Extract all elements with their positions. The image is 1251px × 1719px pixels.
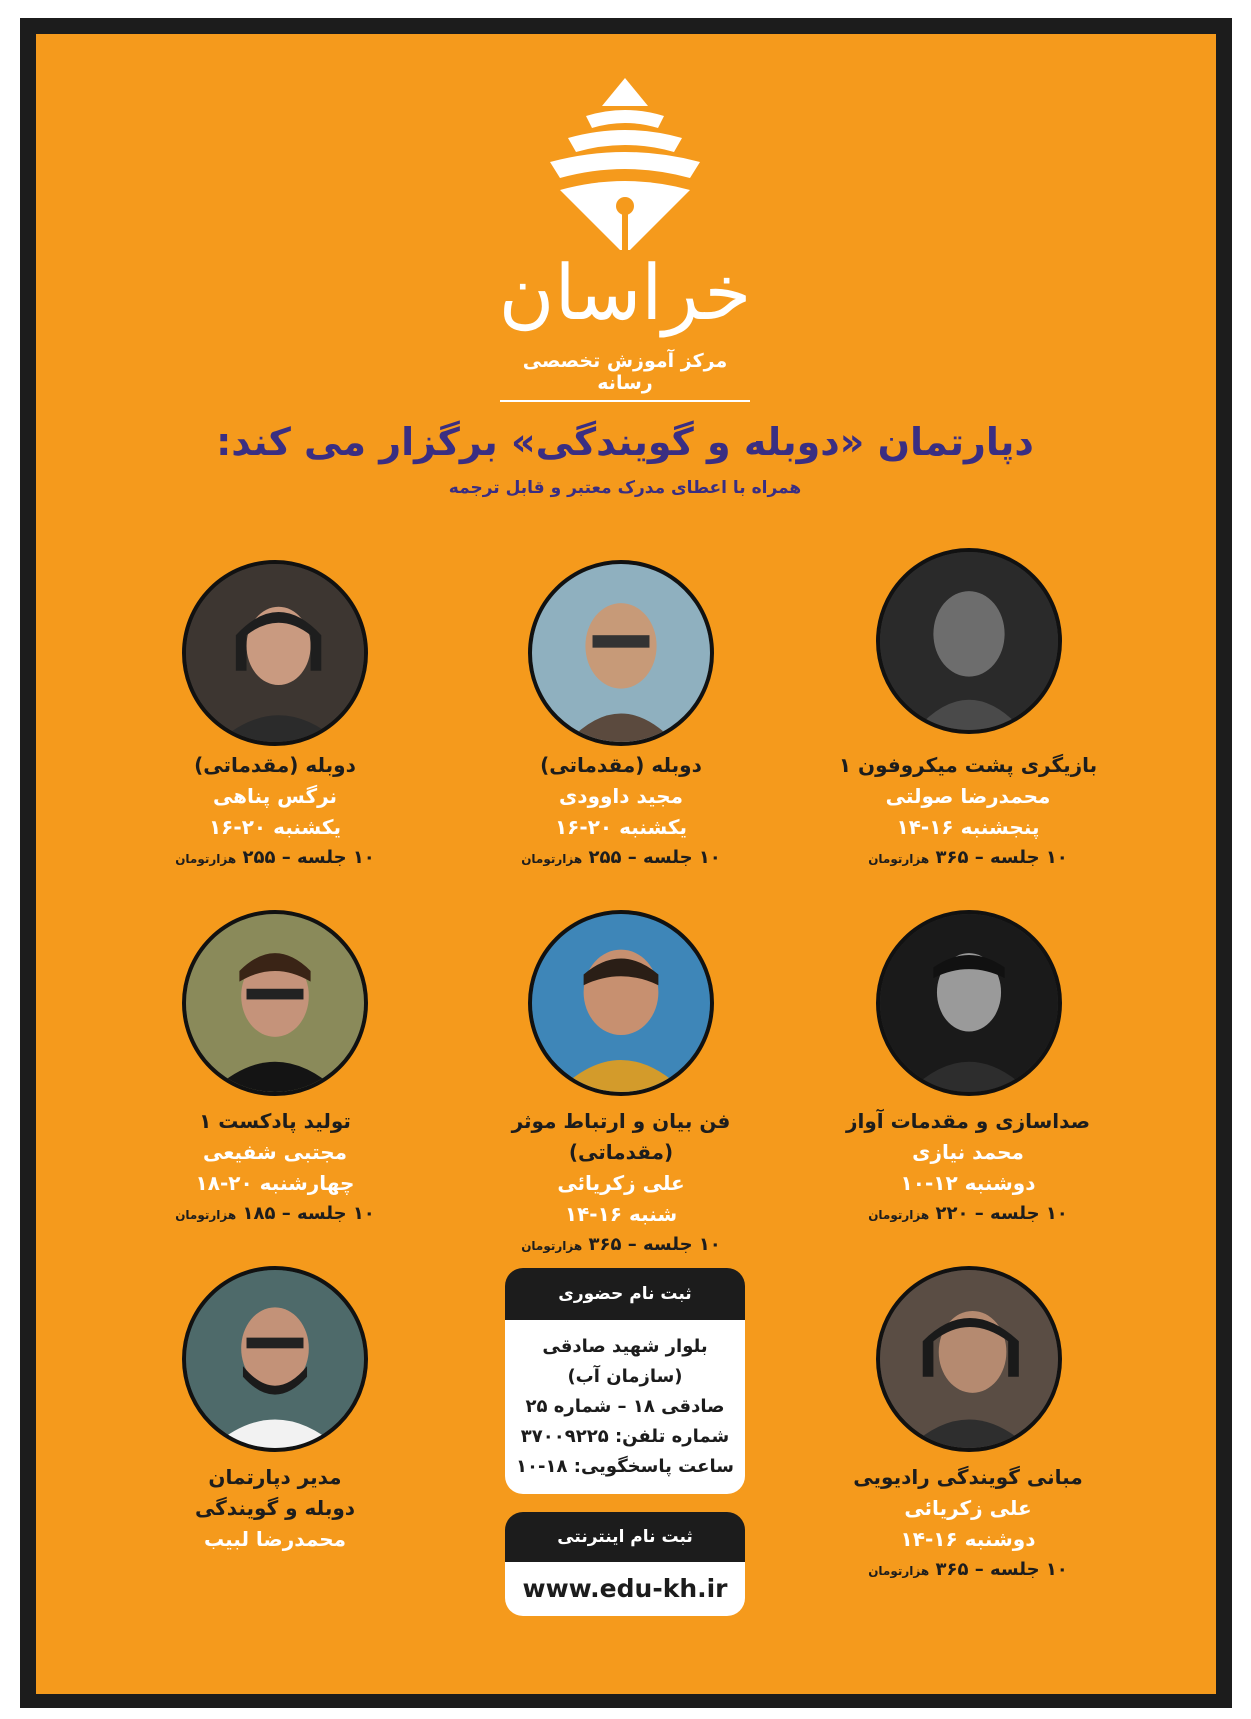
instructor-photo	[876, 548, 1062, 734]
pen-nib-logo-icon	[490, 68, 760, 258]
course-schedule: دوشنبه ۱۶-۱۴	[900, 1527, 1036, 1551]
office-hours: ساعت پاسخگویی: ۱۸-۱۰	[516, 1456, 734, 1477]
course-schedule: یکشنبه ۲۰-۱۶	[208, 815, 342, 839]
course-fee: ۱۰ جلسه – ۲۲۰ هزارتومان	[868, 1203, 1068, 1224]
course-schedule: دوشنبه ۱۲-۱۰	[900, 1171, 1036, 1195]
director-role: مدیر دپارتمان	[208, 1465, 342, 1489]
course-teacher: نرگس پناهی	[212, 784, 338, 808]
instructor-photo	[876, 910, 1062, 1096]
instructor-photo	[528, 560, 714, 746]
course-card	[803, 1106, 1133, 1230]
director-name: محمدرضا لبیب	[203, 1527, 347, 1551]
course-title: بازیگری پشت میکروفون ۱	[838, 753, 1098, 777]
course-card	[803, 750, 1133, 874]
course-teacher: محمدرضا صولتی	[885, 784, 1051, 808]
course-fee: ۱۰ جلسه – ۲۵۵ هزارتومان	[521, 847, 721, 868]
in-person-registration-title: ثبت نام حضوری	[505, 1268, 745, 1320]
course-title: تولید پادکست ۱	[199, 1109, 351, 1133]
logo-subtitle: مرکز آموزش تخصصی رسانه	[500, 350, 750, 402]
course-card	[456, 1106, 786, 1261]
in-person-registration-box	[505, 1268, 745, 1494]
course-fee: ۱۰ جلسه – ۳۶۵ هزارتومان	[521, 1234, 721, 1255]
instructor-photo	[182, 1266, 368, 1452]
course-teacher: علی زکریائی	[904, 1496, 1032, 1520]
instructor-photo	[876, 1266, 1062, 1452]
logo-wordmark: خراسان	[498, 248, 752, 337]
course-card	[456, 750, 786, 874]
course-teacher: علی زکریائی	[557, 1171, 685, 1195]
director-card	[110, 1462, 440, 1555]
course-schedule: چهارشنبه ۲۰-۱۸	[195, 1171, 355, 1195]
course-title: دوبله (مقدماتی)	[194, 753, 356, 777]
phone-number: شماره تلفن: ۳۷۰۰۹۲۲۵	[520, 1426, 730, 1447]
course-title: صداسازی و مقدمات آواز	[845, 1109, 1091, 1133]
page-subheadline: همراه با اعطای مدرک معتبر و قابل ترجمه	[448, 478, 802, 498]
address-line: (سازمان آب)	[567, 1366, 683, 1387]
page-headline: دپارتمان «دوبله و گویندگی» برگزار می کند:	[216, 420, 1034, 464]
course-card	[110, 1106, 440, 1230]
address-line: بلوار شهید صادقی	[542, 1336, 708, 1357]
instructor-photo	[182, 910, 368, 1096]
course-fee: ۱۰ جلسه – ۱۸۵ هزارتومان	[175, 1203, 375, 1224]
course-card	[110, 750, 440, 874]
course-title: فن بیان و ارتباط موثر (مقدماتی)	[511, 1109, 731, 1164]
course-fee: ۱۰ جلسه – ۳۶۵ هزارتومان	[868, 847, 1068, 868]
instructor-photo	[182, 560, 368, 746]
khorasan-logo	[490, 68, 760, 394]
course-teacher: محمد نیازی	[912, 1140, 1024, 1164]
course-teacher: مجید داوودی	[558, 784, 684, 808]
course-schedule: یکشنبه ۲۰-۱۶	[554, 815, 688, 839]
director-department: دوبله و گویندگی	[194, 1496, 356, 1520]
course-title: مبانی گویندگی رادیویی	[853, 1465, 1083, 1489]
registration-address	[505, 1320, 745, 1494]
course-fee: ۱۰ جلسه – ۳۶۵ هزارتومان	[868, 1559, 1068, 1580]
course-schedule: شنبه ۱۶-۱۴	[564, 1202, 678, 1226]
instructor-photo	[528, 910, 714, 1096]
online-registration-title: ثبت نام اینترنتی	[505, 1512, 745, 1562]
course-fee: ۱۰ جلسه – ۲۵۵ هزارتومان	[175, 847, 375, 868]
course-title: دوبله (مقدماتی)	[540, 753, 702, 777]
online-registration-box	[505, 1512, 745, 1616]
course-card	[803, 1462, 1133, 1586]
address-line: صادقی ۱۸ – شماره ۲۵	[525, 1396, 725, 1417]
course-schedule: پنجشنبه ۱۶-۱۴	[896, 815, 1040, 839]
course-teacher: مجتبی شفیعی	[202, 1140, 348, 1164]
website-link[interactable]: www.edu-kh.ir	[505, 1562, 745, 1616]
